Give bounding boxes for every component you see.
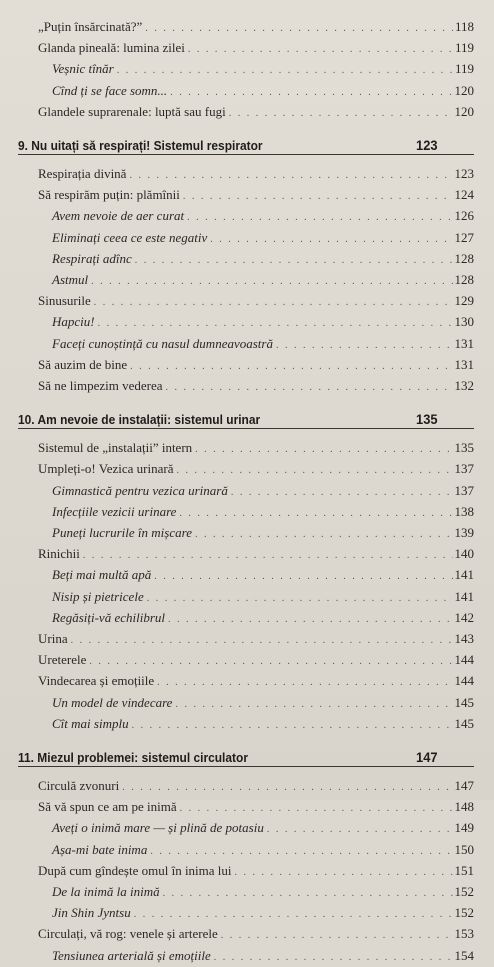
dot-leader — [166, 379, 453, 397]
toc-entry-title: Faceți cunoștință cu nasul dumneavoastră — [52, 335, 273, 351]
dot-leader — [135, 252, 453, 270]
toc-entry-title: Avem nevoie de aer curat — [52, 208, 185, 224]
toc-entry-cind-ti-se-face-somn[interactable] — [52, 82, 474, 100]
toc-entry-title: Glandele suprarenale: luptă sau fugi — [38, 103, 226, 119]
dot-leader — [129, 167, 452, 185]
toc-entry-rinichii[interactable] — [38, 545, 474, 563]
toc-entry-cit-mai-simplu[interactable] — [52, 715, 474, 733]
toc-entry-title: Să ne limpezim vederea — [38, 378, 163, 393]
toc-entry-gimnastica-pentru-vezica-urinara[interactable] — [52, 482, 474, 500]
dot-leader — [183, 188, 453, 206]
toc-entry-title: Cît mai simplu — [52, 715, 129, 731]
toc-entry-page-number: 144 — [454, 673, 474, 689]
dot-leader — [147, 590, 453, 608]
dot-leader — [221, 927, 453, 945]
dot-leader — [157, 674, 452, 692]
toc-entry-astmul[interactable] — [52, 271, 474, 289]
toc-entry-page-number: 138 — [454, 503, 474, 519]
toc-entry-title: Sinusurile — [38, 293, 91, 309]
toc-entry-title: Rinichii — [38, 546, 80, 562]
toc-entry-page-number: 126 — [454, 208, 474, 224]
toc-entry-faceti-cunostinta-cu-nasul-dumneavoastra[interactable] — [52, 335, 474, 353]
toc-entry-sa-va-spun-ce-am-pe-inima[interactable] — [38, 798, 474, 816]
toc-entry-page-number: 124 — [454, 187, 474, 203]
chapter-title: 11. Miezul problemei: sistemul circulator — [18, 750, 248, 765]
dot-leader — [122, 779, 452, 797]
chapter-divider — [18, 766, 474, 767]
dot-leader — [163, 885, 453, 903]
toc-entry-page-number: 139 — [454, 525, 474, 540]
toc-entry-title: Circulă zvonuri — [38, 778, 120, 793]
toc-entry-title: Circulați, vă rog: venele și arterele — [38, 926, 218, 942]
toc-entry-page-number: 140 — [454, 546, 474, 562]
dot-leader — [235, 864, 453, 882]
toc-entry-page-number: 143 — [454, 631, 474, 646]
dot-leader — [117, 62, 453, 80]
dot-leader — [168, 611, 452, 629]
toc-entry-page-number: 129 — [454, 293, 474, 309]
dot-leader — [150, 843, 452, 861]
toc-entry-title: Ureterele — [38, 652, 87, 668]
toc-entry-page-number: 120 — [454, 82, 474, 98]
dot-leader — [154, 568, 452, 586]
toc-entry-title: Respirați adînc — [52, 250, 132, 266]
dot-leader — [229, 105, 453, 123]
toc-entry-title: Sistemul de „instalații” intern — [38, 440, 193, 456]
chapter-page-number: 135 — [416, 411, 438, 428]
toc-entry-title: Să auzim de bine — [38, 356, 128, 372]
toc-entry-vesnic-tinar[interactable] — [52, 60, 474, 78]
toc-entry-page-number: 141 — [454, 588, 474, 604]
toc-entry-page-number: 153 — [454, 926, 474, 942]
toc-entry-title: Un model de vindecare — [52, 694, 173, 710]
dot-leader — [195, 526, 453, 544]
toc-entry-page-number: 119 — [454, 61, 474, 77]
toc-entry-page-number: 154 — [454, 947, 474, 963]
toc-entry-beti-mai-multa-apa[interactable] — [52, 566, 474, 584]
toc-entry-circulati-va-rog-venele-si-arterele[interactable] — [38, 925, 474, 943]
toc-entry-urina[interactable] — [38, 630, 474, 648]
toc-entry-title: Gimnastică pentru vezica urinară — [52, 482, 228, 498]
dot-leader — [132, 717, 453, 735]
toc-entry-title: Aveți o inimă mare — și plină de potasiu — [52, 820, 264, 836]
toc-entry-hapciu[interactable] — [52, 313, 474, 331]
dot-leader — [176, 462, 452, 480]
toc-entry-title: Așa-mi bate inima — [52, 841, 148, 857]
chapter-title: 9. Nu uitați să respirați! Sistemul respirator — [18, 138, 263, 153]
toc-entry-page-number: 118 — [454, 19, 474, 34]
toc-entry-asa-mi-bate-inima[interactable] — [52, 841, 474, 859]
toc-entry-title: Să vă spun ce am pe inimă — [38, 799, 177, 815]
chapter-title: 10. Am nevoie de instalații: sistemul urinar — [18, 412, 261, 428]
chapter-divider — [18, 154, 474, 155]
toc-entry-page-number: 131 — [454, 335, 474, 351]
dot-leader — [134, 906, 453, 924]
toc-entry-title: Urina — [38, 631, 68, 646]
toc-entry-page-number: 152 — [454, 905, 474, 921]
toc-entry-glandele-suprarenale-lupta-sau-fugi[interactable] — [38, 103, 474, 121]
toc-entry-title: Vindecarea și emoțiile — [38, 673, 155, 689]
toc-entry-page-number: 142 — [454, 609, 474, 625]
toc-entry-page-number: 130 — [454, 314, 474, 330]
toc-entry-title: Tensiunea arterială și emoțiile — [52, 947, 211, 963]
dot-leader — [188, 41, 453, 59]
dot-leader — [179, 505, 452, 523]
toc-entry-title: Regăsiți-vă echilibrul — [52, 609, 166, 625]
toc-entry-page-number: 132 — [454, 378, 474, 393]
toc-entry-title: „Puțin însărcinată?” — [38, 19, 143, 34]
toc-entry-sistemul-de-instalatii-intern[interactable] — [38, 439, 474, 457]
toc-entry-title: Umpleți-o! Vezica urinară — [38, 461, 174, 477]
chapter-page-number: 123 — [416, 137, 438, 153]
dot-leader — [276, 337, 453, 355]
toc-entry-title: Glanda pineală: lumina zilei — [38, 40, 185, 56]
chapter-page-number: 147 — [416, 749, 438, 765]
toc-entry-respirati-adinc[interactable] — [52, 250, 474, 268]
toc-entry-page-number: 147 — [454, 778, 474, 793]
dot-leader — [91, 273, 452, 291]
chapter-divider — [18, 428, 474, 429]
dot-leader — [83, 547, 453, 565]
toc-entry-respiratia-divina[interactable] — [38, 165, 474, 183]
dot-leader — [98, 315, 453, 333]
toc-entry-title: Jin Shin Jyntsu — [52, 905, 131, 921]
toc-entry-page-number: 131 — [454, 356, 474, 372]
dot-leader — [175, 696, 452, 714]
toc-entry-nisip-si-pietricele[interactable] — [52, 588, 474, 606]
toc-entry-aveti-o-inima-mare-si-plina-de-potasiu[interactable] — [52, 819, 474, 837]
toc-entry-un-model-de-vindecare[interactable] — [52, 694, 474, 712]
toc-entry-page-number: 144 — [454, 652, 474, 668]
toc-entry-tensiunea-arteriala-si-emotiile[interactable] — [52, 947, 474, 965]
toc-entry-title: Nisip și pietricele — [52, 588, 144, 604]
toc-entry-page-number: 135 — [454, 440, 474, 456]
dot-leader — [267, 821, 453, 839]
toc-entry-page-number: 145 — [454, 694, 474, 710]
toc-entry-sa-ne-limpezim-vederea[interactable] — [38, 377, 474, 395]
toc-entry-page-number: 119 — [454, 40, 474, 56]
toc-entry-putin-insarcinata[interactable] — [38, 18, 474, 36]
toc-entry-infectiile-vezicii-urinare[interactable] — [52, 503, 474, 521]
toc-entry-page-number: 128 — [454, 272, 474, 287]
toc-entry-title: Beți mai multă apă — [52, 567, 152, 583]
dot-leader — [187, 209, 452, 227]
toc-entry-de-la-inima-la-inima[interactable] — [52, 883, 474, 901]
dot-leader — [170, 84, 452, 102]
toc-entry-page-number: 151 — [454, 862, 474, 878]
toc-entry-page-number: 149 — [454, 820, 474, 836]
dot-leader — [89, 653, 452, 671]
toc-entry-jin-shin-jyntsu[interactable] — [52, 904, 474, 922]
toc-entry-sinusurile[interactable] — [38, 292, 474, 310]
dot-leader — [195, 441, 452, 459]
toc-entry-page-number: 123 — [454, 166, 474, 181]
dot-leader — [231, 484, 453, 502]
toc-entry-sa-auzim-de-bine[interactable] — [38, 356, 474, 374]
toc-entry-page-number: 150 — [454, 841, 474, 857]
toc-entry-title: Puneți lucrurile în mișcare — [52, 525, 192, 540]
dot-leader — [130, 358, 452, 376]
toc-entry-page-number: 141 — [454, 567, 474, 583]
toc-entry-eliminati-ceea-ce-este-negativ[interactable] — [52, 229, 474, 247]
toc-entry-title: Cînd ți se face somn... — [52, 82, 168, 98]
toc-entry-ureterele[interactable] — [38, 651, 474, 669]
toc-entry-umpleti-o-vezica-urinara[interactable] — [38, 460, 474, 478]
toc-entry-title: Să respirăm puțin: plămînii — [38, 187, 180, 203]
toc-entry-page-number: 127 — [454, 229, 474, 245]
toc-entry-title: Infecțiile vezicii urinare — [52, 503, 177, 519]
toc-entry-page-number: 137 — [454, 482, 474, 498]
toc-entry-dupa-cum-gindeste-omul-in-inima-lui[interactable] — [38, 862, 474, 880]
toc-entry-title: Veșnic tînăr — [52, 61, 114, 77]
toc-entry-title: După cum gîndește omul în inima lui — [38, 862, 232, 878]
toc-entry-puneti-lucrurile-in-miscare[interactable] — [52, 524, 474, 542]
dot-leader — [214, 949, 453, 967]
toc-entry-title: Eliminați ceea ce este negativ — [52, 229, 208, 245]
toc-entry-title: De la inimă la inimă — [52, 884, 160, 899]
dot-leader — [94, 294, 453, 312]
toc-entry-page-number: 145 — [454, 715, 474, 731]
toc-entry-avem-nevoie-de-aer-curat[interactable] — [52, 207, 474, 225]
dot-leader — [71, 632, 453, 650]
dot-leader — [145, 20, 453, 38]
toc-entry-circula-zvonuri[interactable] — [38, 777, 474, 795]
toc-entry-page-number: 128 — [454, 250, 474, 266]
toc-entry-regasiti-va-echilibrul[interactable] — [52, 609, 474, 627]
toc-entry-page-number: 137 — [454, 461, 474, 477]
dot-leader — [180, 800, 453, 818]
toc-entry-page-number: 148 — [454, 799, 474, 815]
toc-entry-sa-respiram-putin-plaminii[interactable] — [38, 186, 474, 204]
dot-leader — [210, 231, 452, 249]
toc-entry-title: Astmul — [52, 272, 89, 287]
toc-entry-vindecarea-si-emotiile[interactable] — [38, 672, 474, 690]
toc-entry-title: Respirația divină — [38, 166, 127, 181]
toc-entry-page-number: 120 — [454, 103, 474, 119]
toc-entry-page-number: 152 — [454, 884, 474, 899]
toc-entry-glanda-pineala-lumina-zilei[interactable] — [38, 39, 474, 57]
toc-entry-title: Hapciu! — [52, 314, 95, 330]
